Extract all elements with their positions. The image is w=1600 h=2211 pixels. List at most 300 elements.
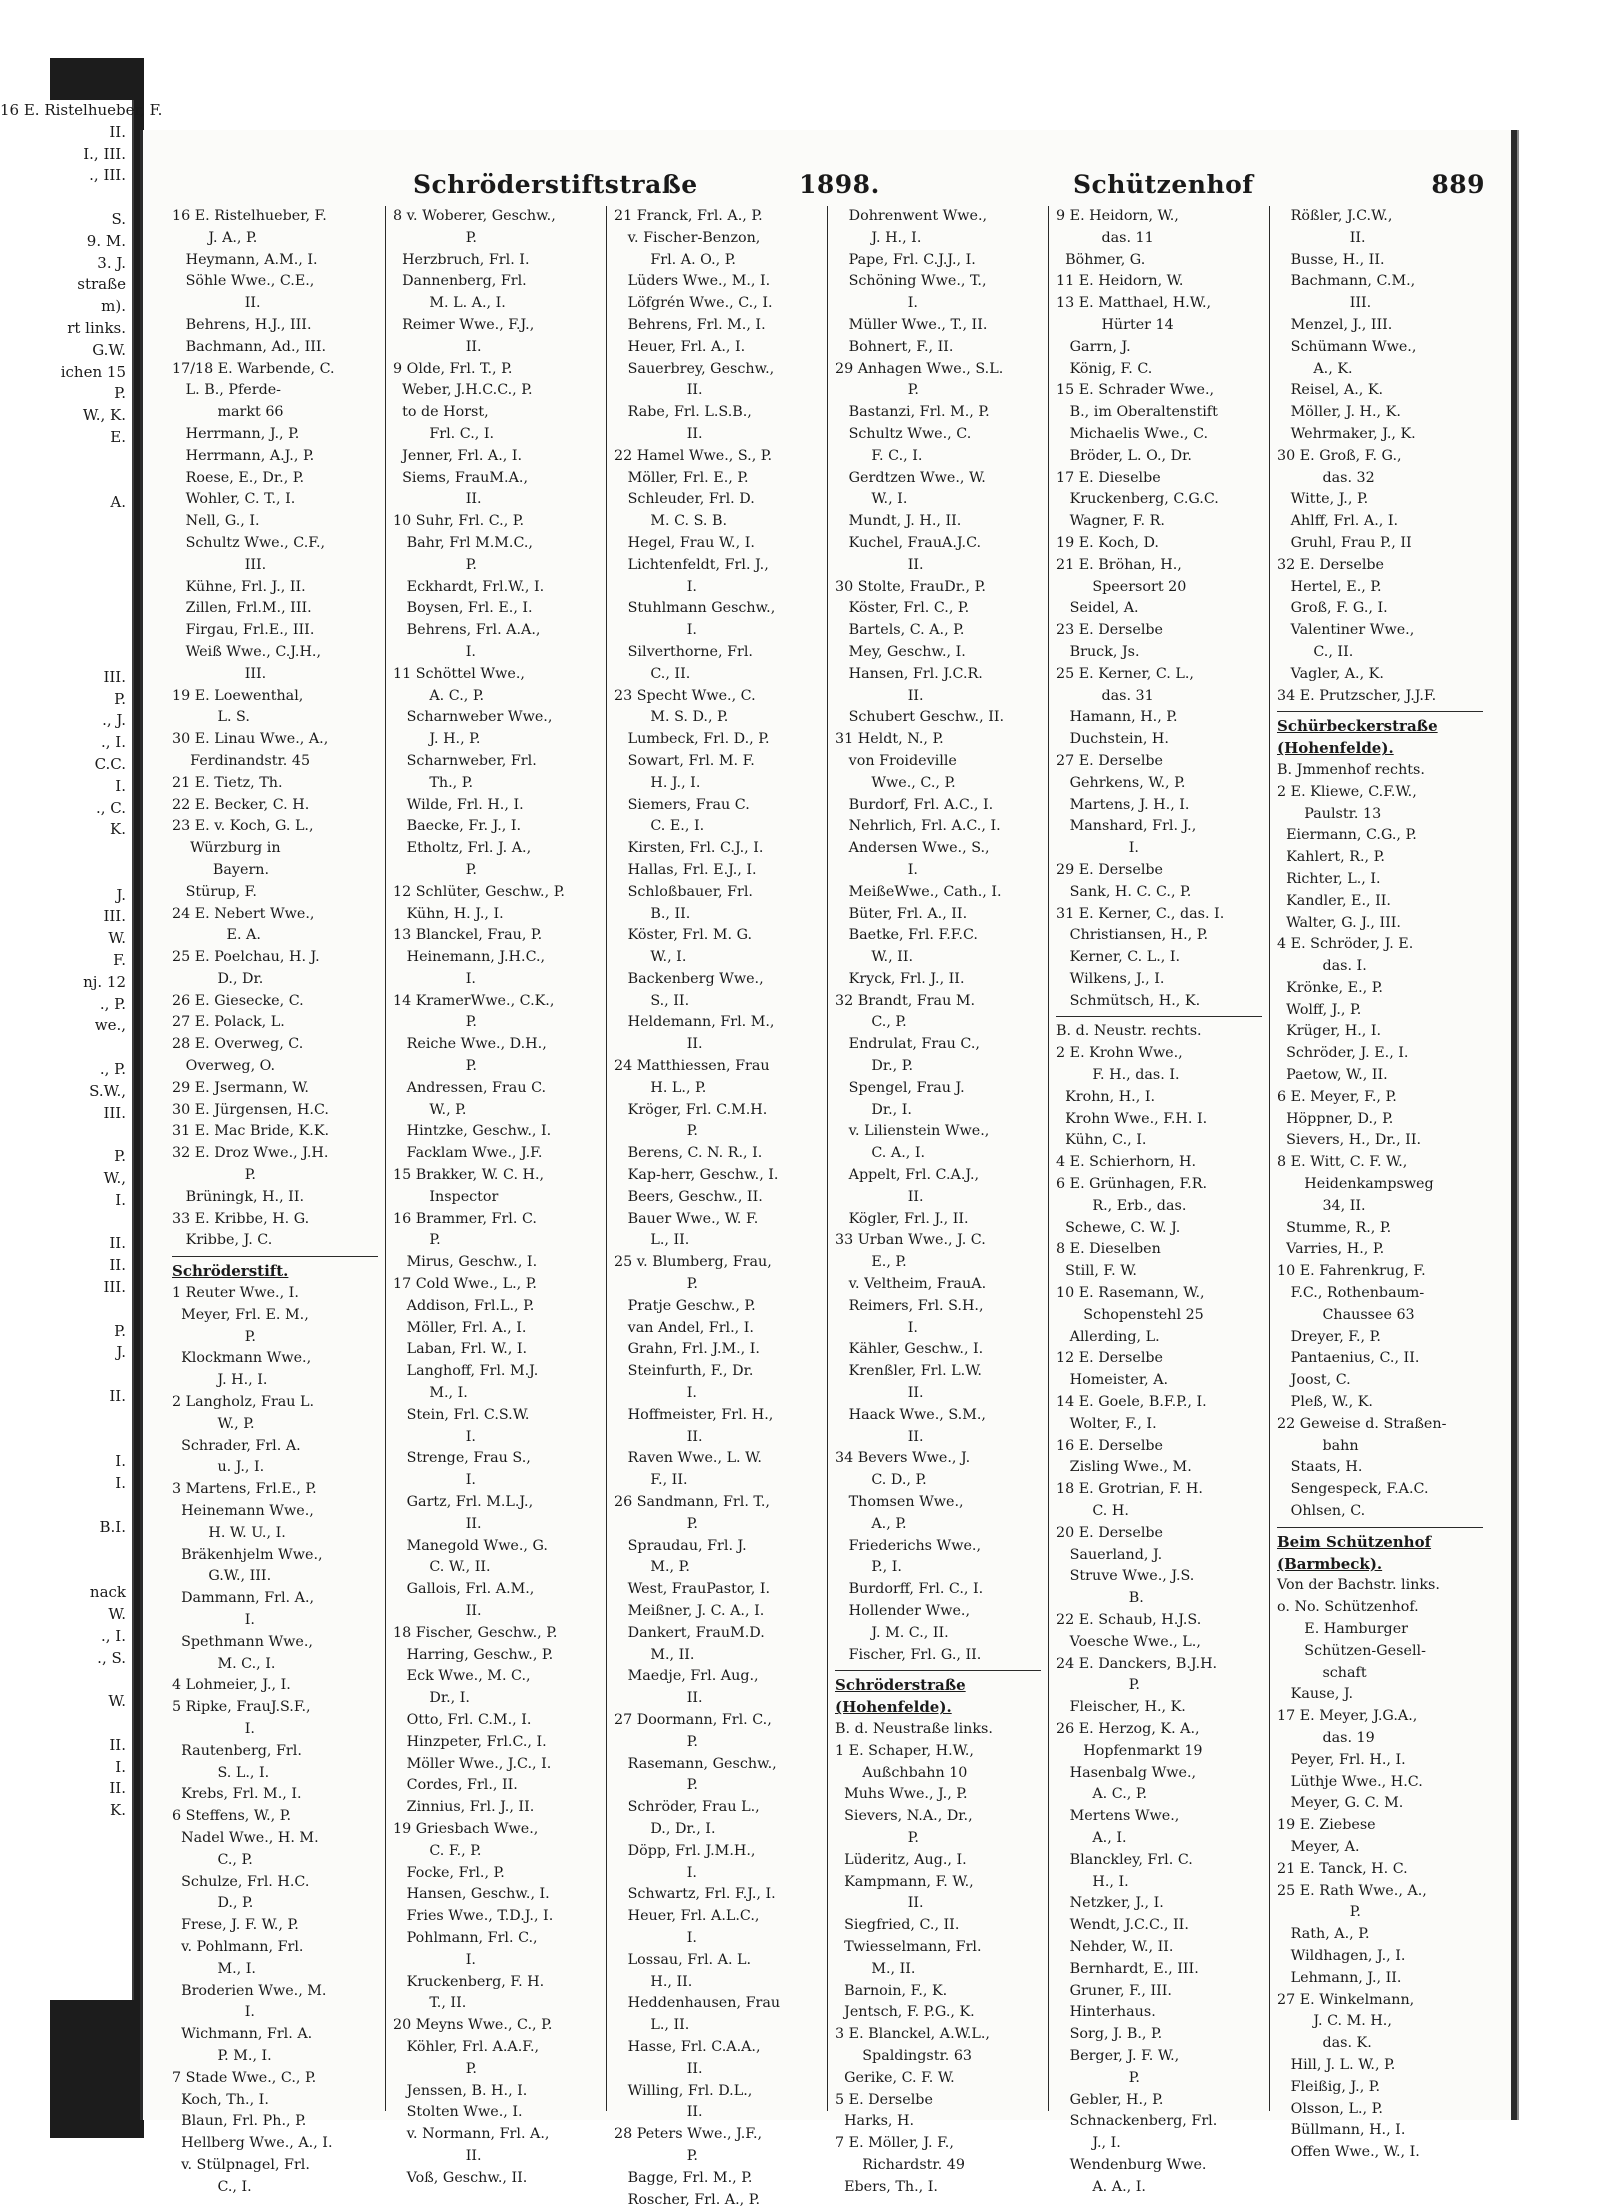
prev-page-line: III. bbox=[103, 907, 126, 926]
resident-entry: Sorg, J. B., P. bbox=[1056, 2026, 1163, 2043]
resident-entry: Krohn Wwe., F.H. I. bbox=[1056, 1110, 1208, 1127]
resident-entry: Eiermann, C.G., P. bbox=[1277, 827, 1417, 844]
prev-page-line: K. bbox=[110, 1801, 126, 1820]
resident-entry: Groß, F. G., I. bbox=[1277, 600, 1388, 617]
resident-entry: 6 Steffens, W., P. bbox=[172, 1808, 291, 1825]
resident-entry: 31 Heldt, N., P. bbox=[835, 731, 944, 748]
resident-entry: Brüningk, H., II. bbox=[172, 1188, 305, 1205]
resident-entry: Richter, L., I. bbox=[1277, 870, 1381, 887]
resident-entry: II. bbox=[393, 2147, 482, 2164]
resident-entry: Kühn, H. J., I. bbox=[393, 905, 504, 922]
resident-entry: 32 E. Derselbe bbox=[1277, 556, 1385, 573]
resident-entry: I. bbox=[614, 1864, 697, 1881]
prev-page-line bbox=[0, 1495, 132, 1517]
section-divider bbox=[1277, 1527, 1483, 1528]
resident-entry: Hollender Wwe., bbox=[835, 1603, 970, 1619]
resident-entry: Hoffmeister, Frl. H., bbox=[614, 1406, 774, 1423]
resident-entry: Bohnert, F., II. bbox=[835, 338, 954, 355]
directory-page bbox=[140, 130, 1517, 2208]
resident-entry: Sievers, N.A., Dr., bbox=[835, 1808, 973, 1825]
resident-entry: Jentsch, F. P.G., K. bbox=[835, 2004, 975, 2021]
prev-page-line: ., I. bbox=[101, 1626, 126, 1645]
resident-entry: v. Lilienstein Wwe., bbox=[835, 1123, 990, 1140]
resident-entry: Fries Wwe., T.D.J., I. bbox=[393, 1908, 554, 1925]
resident-entry: Lehmann, J., II. bbox=[1277, 1969, 1402, 1986]
resident-entry: I. bbox=[393, 1951, 476, 1968]
resident-entry: u. J., I. bbox=[172, 1459, 265, 1476]
resident-entry: I. bbox=[614, 622, 697, 639]
resident-entry: 30 E. Linau Wwe., A., bbox=[172, 731, 329, 748]
resident-entry: F.C., Rothenbaum- bbox=[1277, 1285, 1425, 1302]
resident-entry: P. bbox=[172, 1328, 256, 1345]
prev-page-line bbox=[0, 471, 132, 493]
resident-entry: Meyer, A. bbox=[1277, 1838, 1360, 1855]
resident-entry: Ferdinandstr. 45 bbox=[172, 752, 311, 769]
resident-entry: II. bbox=[172, 295, 261, 312]
resident-entry: P. bbox=[614, 1733, 698, 1750]
resident-entry: 26 E. Herzog, K. A., bbox=[1056, 1720, 1200, 1737]
resident-entry: Meyer, G. C. M. bbox=[1277, 1795, 1404, 1812]
resident-entry: 8 E. Dieselben bbox=[1056, 1241, 1161, 1258]
resident-entry: Hill, J. L. W., P. bbox=[1277, 2056, 1396, 2073]
resident-entry: 11 Schöttel Wwe., bbox=[393, 665, 525, 682]
resident-entry: Paetow, W., II. bbox=[1277, 1067, 1388, 1084]
prev-page-line bbox=[0, 536, 132, 558]
prev-page-line bbox=[0, 1212, 132, 1234]
resident-entry: M., I. bbox=[172, 1960, 256, 1977]
resident-entry: Friederichs Wwe., bbox=[835, 1537, 982, 1554]
resident-entry: 2 E. Krohn Wwe., bbox=[1056, 1045, 1183, 1062]
resident-entry: markt 66 bbox=[172, 404, 284, 421]
resident-entry: 21 E. Tietz, Th. bbox=[172, 774, 283, 791]
resident-entry: Meyer, Frl. E. M., bbox=[172, 1306, 309, 1323]
resident-entry: 10 E. Rasemann, W., bbox=[1056, 1285, 1205, 1302]
resident-entry: Meißner, J. C. A., I. bbox=[614, 1603, 765, 1619]
resident-entry: C. W., II. bbox=[393, 1559, 491, 1576]
resident-entry: L. S. bbox=[172, 709, 250, 726]
resident-entry: II. bbox=[393, 338, 482, 355]
resident-entry: Gebler, H., P. bbox=[1056, 2091, 1164, 2108]
resident-entry: Ahlff, Frl. A., I. bbox=[1277, 513, 1399, 530]
resident-entry: Fleißig, J., P. bbox=[1277, 2078, 1381, 2095]
resident-entry: Kröger, Frl. C.M.H. bbox=[614, 1101, 768, 1118]
resident-entry: 17 E. Dieselbe bbox=[1056, 469, 1161, 486]
resident-entry: Reimers, Frl. S.H., bbox=[835, 1297, 984, 1314]
resident-entry: Bastanzi, Frl. M., P. bbox=[835, 404, 990, 421]
resident-entry: P. bbox=[614, 1276, 698, 1293]
resident-entry: J. M. C., II. bbox=[835, 1624, 949, 1641]
resident-entry: Hopfenmarkt 19 bbox=[1056, 1742, 1203, 1759]
resident-entry: I. bbox=[393, 970, 476, 987]
prev-page-line: J. bbox=[116, 1343, 126, 1362]
resident-entry: das. 32 bbox=[1277, 469, 1375, 486]
resident-entry: Gallois, Frl. A.M., bbox=[393, 1581, 535, 1598]
resident-entry: Andressen, Frau C. bbox=[393, 1079, 547, 1096]
resident-entry: Büter, Frl. A., II. bbox=[835, 905, 968, 922]
resident-entry: Heymann, A.M., I. bbox=[172, 251, 318, 268]
resident-entry: 27 Doormann, Frl. C., bbox=[614, 1711, 772, 1728]
resident-entry: bahn bbox=[1277, 1437, 1359, 1454]
resident-entry: C. F., P. bbox=[393, 1842, 482, 1859]
resident-entry: Frl. A. O., P. bbox=[614, 251, 736, 268]
resident-entry: 33 Urban Wwe., J. C. bbox=[835, 1232, 986, 1249]
resident-entry: Schewe, C. W. J. bbox=[1056, 1219, 1181, 1236]
resident-entry: Jenssen, B. H., I. bbox=[393, 2082, 528, 2099]
prev-page-line bbox=[0, 1364, 132, 1386]
prev-page-line bbox=[0, 1430, 132, 1452]
resident-entry: 19 Griesbach Wwe., bbox=[393, 1820, 539, 1837]
resident-entry: Bröder, L. O., Dr. bbox=[1056, 447, 1192, 464]
resident-entry: Joost, C. bbox=[1277, 1372, 1351, 1389]
resident-entry: M., II. bbox=[614, 1646, 695, 1663]
resident-entry: 22 Hamel Wwe., S., P. bbox=[614, 447, 773, 464]
resident-entry: J. C. M. H., bbox=[1277, 2013, 1392, 2030]
resident-entry: Staats, H. bbox=[1277, 1459, 1363, 1476]
resident-entry: 8 v. Woberer, Geschw., bbox=[393, 208, 556, 224]
resident-entry: Inspector bbox=[393, 1188, 499, 1205]
previous-page-fragment bbox=[0, 100, 163, 2000]
resident-entry: Kryck, Frl. J., II. bbox=[835, 970, 965, 987]
section-divider bbox=[1056, 1016, 1262, 1017]
resident-entry: Höppner, D., P. bbox=[1277, 1110, 1394, 1127]
prev-page-line: W. bbox=[108, 929, 126, 948]
resident-entry: Focke, Frl., P. bbox=[393, 1864, 505, 1881]
resident-entry: Böhmer, G. bbox=[1056, 251, 1146, 268]
resident-entry: Heldemann, Frl. M., bbox=[614, 1014, 775, 1031]
resident-entry: Zillen, Frl.M., III. bbox=[172, 600, 312, 617]
prev-page-line: we., bbox=[94, 1016, 126, 1035]
resident-entry: Lüthje Wwe., H.C. bbox=[1277, 1773, 1423, 1790]
resident-entry: 19 E. Ziebese bbox=[1277, 1817, 1376, 1834]
resident-entry: I. bbox=[172, 1720, 255, 1737]
resident-entry: M. S. D., P. bbox=[614, 709, 729, 726]
resident-entry: Kühne, Frl. J., II. bbox=[172, 578, 306, 595]
resident-entry: W., P. bbox=[393, 1101, 467, 1118]
resident-entry: Kähler, Geschw., I. bbox=[835, 1341, 984, 1358]
resident-entry: 19 E. Loewenthal, bbox=[172, 687, 304, 704]
resident-entry: 7 E. Möller, J. F., bbox=[835, 2135, 954, 2152]
resident-entry: B. d. Neustr. rechts. bbox=[1056, 1023, 1202, 1040]
resident-entry: Sank, H. C. C., P. bbox=[1056, 883, 1192, 900]
resident-entry: Schulze, Frl. H.C. bbox=[172, 1873, 310, 1890]
resident-entry: Thomsen Wwe., bbox=[835, 1494, 964, 1511]
resident-entry: 2 E. Kliewe, C.F.W., bbox=[1277, 783, 1417, 800]
resident-entry: Hinterhaus. bbox=[1056, 2004, 1156, 2021]
resident-entry: v. Veltheim, FrauA. bbox=[835, 1276, 987, 1293]
resident-entry: M. C. S. B. bbox=[614, 513, 728, 530]
resident-entry: Lossau, Frl. A. L. bbox=[614, 1951, 752, 1968]
resident-entry: Sengespeck, F.A.C. bbox=[1277, 1481, 1429, 1498]
resident-entry: Möller, Frl. A., I. bbox=[393, 1319, 527, 1336]
resident-entry: Bachmann, Ad., III. bbox=[172, 338, 327, 355]
resident-entry: Busse, H., II. bbox=[1277, 251, 1385, 268]
directory-column-3 bbox=[607, 206, 828, 2208]
resident-entry: Nadel Wwe., H. M. bbox=[172, 1829, 319, 1846]
prev-page-line: E. bbox=[110, 427, 126, 446]
resident-entry: 19 E. Koch, D. bbox=[1056, 534, 1159, 551]
prev-page-line: ., S. bbox=[97, 1648, 126, 1667]
prev-page-line: II. bbox=[109, 1387, 126, 1406]
resident-entry: Müller Wwe., T., II. bbox=[835, 316, 988, 333]
resident-entry: Blaun, Frl. Ph., P. bbox=[172, 2113, 307, 2130]
prev-page-line: I. bbox=[115, 1757, 126, 1776]
resident-entry: Hasenbalg Wwe., bbox=[1056, 1764, 1197, 1781]
resident-entry: Dannenberg, Frl. bbox=[393, 273, 527, 290]
resident-entry: I. bbox=[614, 578, 697, 595]
resident-entry: van Andel, Frl., I. bbox=[614, 1319, 754, 1336]
resident-entry: Eckhardt, Frl.W., I. bbox=[393, 578, 545, 595]
resident-entry: von Froideville bbox=[835, 752, 957, 769]
prev-page-line bbox=[0, 1560, 132, 1582]
resident-entry: B. bbox=[1056, 1590, 1144, 1607]
resident-entry: II. bbox=[835, 687, 924, 704]
resident-entry: B. d. Neustraße links. bbox=[835, 1720, 993, 1737]
resident-entry: 34 E. Prutzscher, J.J.F. bbox=[1277, 687, 1437, 704]
resident-entry: Laban, Frl. W., I. bbox=[393, 1341, 528, 1358]
directory-column-1 bbox=[165, 206, 386, 2195]
resident-entry: 16 Brammer, Frl. C. bbox=[393, 1210, 537, 1227]
street-section-title: (Barmbeck). bbox=[1277, 1554, 1383, 1573]
resident-entry: 14 KramerWwe., C.K., bbox=[393, 992, 555, 1009]
resident-entry: C. D., P. bbox=[835, 1472, 927, 1489]
resident-entry: das. 19 bbox=[1277, 1729, 1375, 1746]
resident-entry: 21 E. Bröhan, H., bbox=[1056, 556, 1182, 573]
resident-entry: H. J., I. bbox=[614, 774, 701, 791]
resident-entry: Kuchel, FrauA.J.C. bbox=[835, 534, 982, 551]
resident-entry: Hansen, Geschw., I. bbox=[393, 1886, 550, 1903]
resident-entry: P. bbox=[393, 1058, 477, 1075]
resident-entry: Manegold Wwe., G. bbox=[393, 1537, 548, 1554]
resident-entry: Schopenstehl 25 bbox=[1056, 1306, 1204, 1323]
resident-entry: I. bbox=[835, 1319, 918, 1336]
resident-entry: Sauerland, J. bbox=[1056, 1546, 1163, 1563]
resident-entry: Pape, Frl. C.J.J., I. bbox=[835, 251, 976, 268]
resident-entry: E. Hamburger bbox=[1277, 1621, 1408, 1637]
resident-entry: II. bbox=[614, 1428, 703, 1445]
prev-page-line: 9. M. bbox=[86, 231, 126, 250]
resident-entry: I. bbox=[835, 861, 918, 878]
resident-entry: A. C., P. bbox=[1056, 1786, 1148, 1803]
resident-entry: 9 Olde, Frl. T., P. bbox=[393, 360, 513, 377]
resident-entry: 3 E. Blanckel, A.W.L., bbox=[835, 2026, 990, 2043]
resident-entry: I. bbox=[393, 1472, 476, 1489]
prev-page-line bbox=[0, 449, 132, 471]
prev-page-line: S.W., bbox=[89, 1081, 126, 1100]
resident-entry: II. bbox=[835, 1188, 924, 1205]
resident-entry: Reiche Wwe., D.H., bbox=[393, 1036, 547, 1053]
resident-entry: v. Pohlmann, Frl. bbox=[172, 1938, 304, 1955]
directory-column-5 bbox=[1049, 206, 1270, 2195]
resident-entry: Maedje, Frl. Aug., bbox=[614, 1668, 759, 1685]
resident-entry: D., Dr., I. bbox=[614, 1820, 716, 1837]
resident-entry: W., I. bbox=[835, 491, 908, 508]
resident-entry: Köhler, Frl. A.A.F., bbox=[393, 2038, 540, 2055]
resident-entry: Bauer Wwe., W. F. bbox=[614, 1210, 759, 1227]
resident-entry: Boysen, Frl. E., I. bbox=[393, 600, 533, 617]
prev-page-line: ., J. bbox=[102, 711, 126, 730]
resident-entry: Lumbeck, Frl. D., P. bbox=[614, 731, 770, 748]
prev-page-line: II. bbox=[109, 1779, 126, 1798]
prev-page-line bbox=[0, 1037, 132, 1059]
prev-page-line: W., bbox=[103, 1169, 126, 1188]
resident-entry: Mertens Wwe., bbox=[1056, 1808, 1180, 1825]
resident-entry: o. No. Schützenhof. bbox=[1277, 1599, 1419, 1616]
resident-entry: 15 Brakker, W. C. H., bbox=[393, 1167, 545, 1184]
resident-entry: Silverthorne, Frl. bbox=[614, 643, 753, 660]
resident-entry: Wohler, C. T., I. bbox=[172, 491, 296, 508]
resident-entry: Weber, J.H.C.C., P. bbox=[393, 382, 533, 399]
resident-entry: Hallas, Frl. E.J., I. bbox=[614, 861, 757, 878]
header-year: 1898. bbox=[799, 170, 880, 199]
resident-entry: II. bbox=[835, 1385, 924, 1402]
resident-entry: Muhs Wwe., J., P. bbox=[835, 1786, 968, 1803]
street-section-title: (Hohenfelde). bbox=[1277, 739, 1394, 758]
resident-entry: Schloßbauer, Frl. bbox=[614, 883, 753, 900]
resident-entry: Rößler, J.C.W., bbox=[1277, 208, 1393, 224]
running-header bbox=[143, 170, 1511, 206]
resident-entry: P. M., I. bbox=[172, 2047, 272, 2064]
resident-entry: Hintzke, Geschw., I. bbox=[393, 1123, 552, 1140]
resident-entry: schaft bbox=[1277, 1664, 1367, 1681]
prev-page-line: ., I. bbox=[101, 733, 126, 752]
section-divider bbox=[1277, 711, 1483, 712]
resident-entry: Overweg, O. bbox=[172, 1058, 276, 1075]
resident-entry: 27 E. Winkelmann, bbox=[1277, 1991, 1415, 2008]
resident-entry: S. L., I. bbox=[172, 1764, 270, 1781]
resident-entry: Zinnius, Frl. J., II. bbox=[393, 1799, 535, 1816]
resident-entry: Mirus, Geschw., I. bbox=[393, 1254, 538, 1271]
resident-entry: J. H., I. bbox=[835, 229, 922, 246]
resident-entry: Döpp, Frl. J.M.H., bbox=[614, 1842, 756, 1859]
resident-entry: B., II. bbox=[614, 905, 691, 922]
resident-entry: II. bbox=[614, 1690, 703, 1707]
resident-entry: H., I. bbox=[1056, 1873, 1129, 1890]
resident-entry: Scharnweber Wwe., bbox=[393, 709, 553, 726]
resident-entry: Möller, J. H., K. bbox=[1277, 404, 1401, 421]
resident-entry: 11 E. Heidorn, W. bbox=[1056, 273, 1184, 290]
resident-entry: Burdorff, Frl. C., I. bbox=[835, 1581, 984, 1598]
resident-entry: Hamann, H., P. bbox=[1056, 709, 1178, 726]
resident-entry: Köster, Frl. C., P. bbox=[835, 600, 970, 617]
prev-page-line: ., P. bbox=[99, 1060, 126, 1079]
resident-entry: Dammann, Frl. A., bbox=[172, 1590, 315, 1607]
resident-entry: Frl. C., I. bbox=[393, 425, 495, 442]
resident-entry: 5 E. Derselbe bbox=[835, 2091, 933, 2108]
resident-entry: Varries, H., P. bbox=[1277, 1241, 1385, 1258]
resident-entry: J. H., I. bbox=[172, 1372, 268, 1389]
resident-entry: Spethmann Wwe., bbox=[172, 1633, 313, 1650]
resident-entry: Krohn, H., I. bbox=[1056, 1088, 1156, 1105]
resident-entry: 18 E. Grotrian, F. H. bbox=[1056, 1481, 1203, 1498]
resident-entry: F. C., I. bbox=[835, 447, 923, 464]
resident-entry: Offen Wwe., W., I. bbox=[1277, 2144, 1420, 2161]
resident-entry: I. bbox=[1056, 840, 1139, 857]
resident-entry: Krüger, H., I. bbox=[1277, 1023, 1382, 1040]
resident-entry: I. bbox=[393, 1428, 476, 1445]
resident-entry: 1 E. Schaper, H.W., bbox=[835, 1742, 974, 1759]
resident-entry: 23 E. Derselbe bbox=[1056, 622, 1164, 639]
resident-entry: Kerner, C. L., I. bbox=[1056, 949, 1181, 966]
resident-entry: Mey, Geschw., I. bbox=[835, 643, 966, 660]
resident-entry: Ohlsen, C. bbox=[1277, 1503, 1366, 1520]
resident-entry: Baecke, Fr. J., I. bbox=[393, 818, 522, 835]
resident-entry: Fleischer, H., K. bbox=[1056, 1699, 1186, 1716]
resident-entry: Gerdtzen Wwe., W. bbox=[835, 469, 986, 486]
resident-entry: Peyer, Frl. H., I. bbox=[1277, 1751, 1406, 1768]
resident-entry: I. bbox=[172, 2004, 255, 2021]
resident-entry: M., P. bbox=[614, 1559, 690, 1576]
resident-entry: E. A. bbox=[172, 927, 261, 944]
resident-entry: Rath, A., P. bbox=[1277, 1926, 1370, 1943]
resident-entry: Dr., I. bbox=[835, 1101, 912, 1118]
resident-entry: 34 Bevers Wwe., J. bbox=[835, 1450, 971, 1467]
resident-entry: P. bbox=[614, 1515, 698, 1532]
resident-entry: Pantaenius, C., II. bbox=[1277, 1350, 1420, 1367]
resident-entry: MeißeWwe., Cath., I. bbox=[835, 883, 1002, 900]
resident-entry: Etholtz, Frl. J. A., bbox=[393, 840, 532, 857]
street-section-title: (Hohenfelde). bbox=[835, 1698, 952, 1717]
resident-entry: 28 E. Overweg, C. bbox=[172, 1036, 304, 1053]
resident-entry: 10 Suhr, Frl. C., P. bbox=[393, 513, 525, 530]
resident-entry: 20 E. Derselbe bbox=[1056, 1524, 1164, 1541]
resident-entry: Addison, Frl.L., P. bbox=[393, 1297, 535, 1314]
resident-entry: Klockmann Wwe., bbox=[172, 1350, 312, 1367]
resident-entry: Dreyer, F., P. bbox=[1277, 1328, 1381, 1345]
resident-entry: Wichmann, Frl. A. bbox=[172, 2026, 313, 2043]
resident-entry: Paulstr. 13 bbox=[1277, 805, 1382, 822]
resident-entry: P. bbox=[393, 556, 477, 573]
resident-entry: II. bbox=[835, 556, 924, 573]
resident-entry: Schützen-Gesell- bbox=[1277, 1642, 1426, 1659]
prev-page-line: straße bbox=[77, 275, 126, 294]
resident-entry: 4 E. Schröder, J. E. bbox=[1277, 936, 1414, 953]
resident-entry: Ebers, Th., I. bbox=[835, 2178, 938, 2195]
prev-page-line: II. bbox=[109, 1234, 126, 1253]
resident-entry: Wendt, J.C.C., II. bbox=[1056, 1917, 1189, 1934]
resident-entry: Roese, E., Dr., P. bbox=[172, 469, 305, 486]
resident-entry: H. W. U., I. bbox=[172, 1524, 286, 1541]
resident-entry: Kap-herr, Geschw., I. bbox=[614, 1167, 779, 1184]
prev-page-line: ., P. bbox=[99, 994, 126, 1013]
resident-entry: W., P. bbox=[172, 1415, 255, 1432]
resident-entry: P. bbox=[1277, 1904, 1361, 1921]
resident-entry: Gruner, F., III. bbox=[1056, 1982, 1172, 1999]
resident-entry: Heinemann, J.H.C., bbox=[393, 949, 546, 966]
resident-entry: W., II. bbox=[835, 949, 914, 966]
prev-page-line: P. bbox=[114, 384, 126, 403]
resident-entry: P., I. bbox=[835, 1559, 902, 1576]
prev-page-line: ichen 15 bbox=[60, 362, 126, 381]
resident-entry: Krönke, E., P. bbox=[1277, 979, 1383, 996]
resident-entry: Harks, H. bbox=[835, 2113, 915, 2130]
resident-entry: Fischer, Frl. G., II. bbox=[835, 1646, 982, 1663]
resident-entry: Schnackenberg, Frl. bbox=[1056, 2113, 1218, 2130]
resident-entry: das. 31 bbox=[1056, 687, 1154, 704]
prev-page-line: P. bbox=[114, 1321, 126, 1340]
street-section-title: Beim Schützenhof bbox=[1277, 1532, 1432, 1551]
resident-entry: Michaelis Wwe., C. bbox=[1056, 425, 1209, 442]
resident-entry: Grahn, Frl. J.M., I. bbox=[614, 1341, 760, 1358]
resident-entry: Bahr, Frl M.M.C., bbox=[393, 534, 533, 551]
resident-entry: P. bbox=[393, 861, 477, 878]
prev-page-line: I. bbox=[115, 1452, 126, 1471]
resident-entry: Strenge, Frau S., bbox=[393, 1450, 531, 1467]
street-section-title: Schröderstraße bbox=[835, 1676, 966, 1695]
resident-entry: das. 11 bbox=[1056, 229, 1154, 246]
resident-entry: 9 E. Heidorn, W., bbox=[1056, 208, 1179, 224]
resident-entry: 29 Anhagen Wwe., S.L. bbox=[835, 360, 1004, 377]
resident-entry: Gruhl, Frau P., II bbox=[1277, 534, 1412, 551]
